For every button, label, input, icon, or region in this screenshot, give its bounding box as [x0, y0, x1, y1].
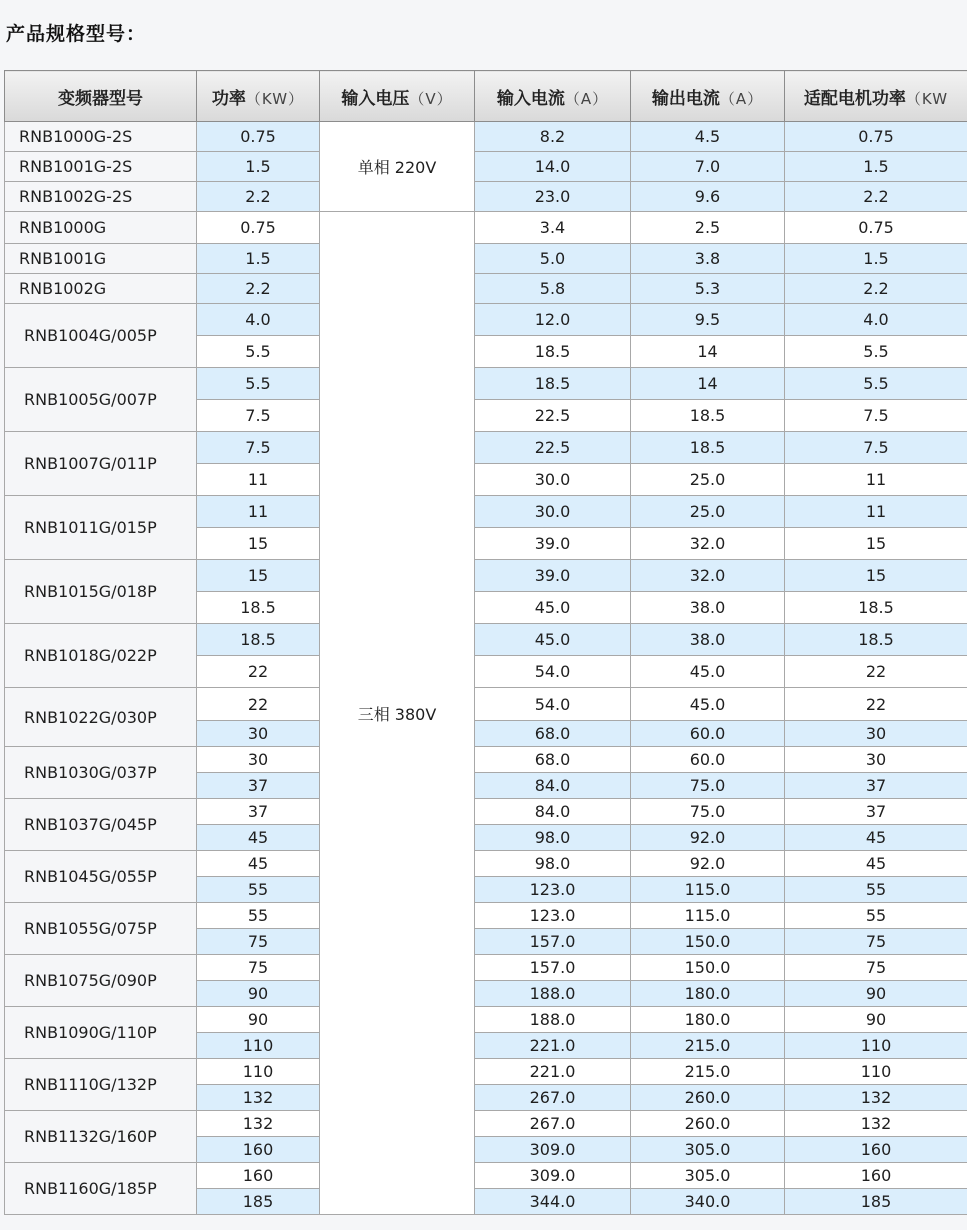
table-row	[5, 244, 967, 274]
cell-out-current: 180.0	[631, 1007, 785, 1033]
cell-motor: 18.5	[785, 592, 967, 624]
cell-out-current: 7.0	[631, 152, 785, 182]
cell-motor: 55	[785, 903, 967, 929]
cell-model: RNB1000G-2S	[5, 122, 197, 152]
cell-out-current: 92.0	[631, 825, 785, 851]
cell-in-current: 157.0	[475, 955, 631, 981]
cell-in-current: 267.0	[475, 1085, 631, 1111]
cell-out-current: 150.0	[631, 955, 785, 981]
table-row	[5, 212, 967, 244]
cell-out-current: 18.5	[631, 400, 785, 432]
cell-motor: 4.0	[785, 304, 967, 336]
cell-in-current: 23.0	[475, 182, 631, 212]
cell-motor: 7.5	[785, 400, 967, 432]
table-row	[5, 851, 967, 877]
cell-in-current: 157.0	[475, 929, 631, 955]
cell-power: 1.5	[197, 244, 320, 274]
cell-out-current: 305.0	[631, 1137, 785, 1163]
cell-out-current: 18.5	[631, 432, 785, 464]
cell-power: 22	[197, 656, 320, 688]
cell-motor: 11	[785, 496, 967, 528]
cell-out-current: 92.0	[631, 851, 785, 877]
cell-power: 160	[197, 1137, 320, 1163]
cell-motor: 110	[785, 1033, 967, 1059]
cell-out-current: 4.5	[631, 122, 785, 152]
table-row	[5, 624, 967, 656]
cell-out-current: 2.5	[631, 212, 785, 244]
table-row	[5, 432, 967, 464]
cell-model: RNB1005G/007P	[5, 368, 197, 432]
cell-motor: 22	[785, 656, 967, 688]
cell-out-current: 305.0	[631, 1163, 785, 1189]
cell-power: 2.2	[197, 274, 320, 304]
table-row	[5, 1059, 967, 1085]
cell-out-current: 32.0	[631, 560, 785, 592]
cell-in-current: 22.5	[475, 432, 631, 464]
cell-out-current: 14	[631, 368, 785, 400]
cell-power: 37	[197, 773, 320, 799]
cell-out-current: 215.0	[631, 1059, 785, 1085]
cell-motor: 37	[785, 799, 967, 825]
cell-out-current: 14	[631, 336, 785, 368]
table-row	[5, 304, 967, 336]
cell-in-current: 5.8	[475, 274, 631, 304]
cell-in-current: 8.2	[475, 122, 631, 152]
cell-in-current: 98.0	[475, 825, 631, 851]
cell-power: 90	[197, 1007, 320, 1033]
cell-out-current: 60.0	[631, 721, 785, 747]
cell-motor: 11	[785, 464, 967, 496]
cell-power: 0.75	[197, 212, 320, 244]
cell-power: 160	[197, 1163, 320, 1189]
cell-out-current: 215.0	[631, 1033, 785, 1059]
cell-out-current: 25.0	[631, 464, 785, 496]
table-row	[5, 274, 967, 304]
cell-in-current: 18.5	[475, 336, 631, 368]
cell-in-current: 54.0	[475, 656, 631, 688]
cell-out-current: 9.6	[631, 182, 785, 212]
cell-in-current: 221.0	[475, 1059, 631, 1085]
cell-in-current: 45.0	[475, 624, 631, 656]
spec-table-body	[5, 122, 967, 1215]
cell-out-current: 75.0	[631, 773, 785, 799]
cell-model: RNB1022G/030P	[5, 688, 197, 747]
cell-in-current: 68.0	[475, 747, 631, 773]
cell-power: 55	[197, 877, 320, 903]
cell-model: RNB1075G/090P	[5, 955, 197, 1007]
cell-model: RNB1002G-2S	[5, 182, 197, 212]
cell-in-current: 12.0	[475, 304, 631, 336]
cell-power: 37	[197, 799, 320, 825]
header-model: 变频器型号	[5, 71, 197, 122]
cell-motor: 5.5	[785, 368, 967, 400]
cell-out-current: 260.0	[631, 1085, 785, 1111]
cell-in-current: 45.0	[475, 592, 631, 624]
table-row	[5, 1007, 967, 1033]
cell-power: 110	[197, 1033, 320, 1059]
cell-out-current: 115.0	[631, 877, 785, 903]
header-input-current: 输入电流（A）	[475, 71, 631, 122]
cell-power: 185	[197, 1189, 320, 1215]
cell-in-current: 84.0	[475, 799, 631, 825]
table-row	[5, 122, 967, 152]
cell-out-current: 32.0	[631, 528, 785, 560]
cell-motor: 1.5	[785, 152, 967, 182]
header-motor-power: 适配电机功率（KW	[785, 71, 967, 122]
table-row	[5, 688, 967, 721]
cell-model: RNB1002G	[5, 274, 197, 304]
header-power: 功率（KW）	[197, 71, 320, 122]
cell-in-current: 14.0	[475, 152, 631, 182]
cell-in-current: 123.0	[475, 903, 631, 929]
cell-motor: 160	[785, 1163, 967, 1189]
cell-voltage-single-phase: 单相 220V	[320, 122, 475, 212]
cell-power: 55	[197, 903, 320, 929]
cell-out-current: 180.0	[631, 981, 785, 1007]
cell-model: RNB1004G/005P	[5, 304, 197, 368]
cell-model: RNB1011G/015P	[5, 496, 197, 560]
cell-motor: 160	[785, 1137, 967, 1163]
cell-model: RNB1000G	[5, 212, 197, 244]
cell-power: 75	[197, 955, 320, 981]
cell-power: 132	[197, 1111, 320, 1137]
cell-in-current: 309.0	[475, 1137, 631, 1163]
cell-motor: 18.5	[785, 624, 967, 656]
cell-model: RNB1001G-2S	[5, 152, 197, 182]
cell-power: 18.5	[197, 624, 320, 656]
cell-model: RNB1015G/018P	[5, 560, 197, 624]
cell-out-current: 5.3	[631, 274, 785, 304]
cell-in-current: 54.0	[475, 688, 631, 721]
cell-out-current: 150.0	[631, 929, 785, 955]
cell-model: RNB1001G	[5, 244, 197, 274]
cell-motor: 37	[785, 773, 967, 799]
cell-motor: 7.5	[785, 432, 967, 464]
cell-motor: 132	[785, 1085, 967, 1111]
cell-power: 7.5	[197, 400, 320, 432]
cell-power: 11	[197, 496, 320, 528]
cell-power: 5.5	[197, 368, 320, 400]
cell-power: 132	[197, 1085, 320, 1111]
cell-motor: 110	[785, 1059, 967, 1085]
cell-out-current: 3.8	[631, 244, 785, 274]
cell-out-current: 260.0	[631, 1111, 785, 1137]
table-row	[5, 496, 967, 528]
cell-motor: 45	[785, 851, 967, 877]
cell-motor: 75	[785, 955, 967, 981]
cell-motor: 30	[785, 721, 967, 747]
cell-model: RNB1007G/011P	[5, 432, 197, 496]
cell-power: 7.5	[197, 432, 320, 464]
cell-motor: 22	[785, 688, 967, 721]
cell-motor: 0.75	[785, 212, 967, 244]
cell-model: RNB1132G/160P	[5, 1111, 197, 1163]
cell-motor: 5.5	[785, 336, 967, 368]
table-row	[5, 955, 967, 981]
cell-motor: 90	[785, 981, 967, 1007]
table-row	[5, 1111, 967, 1137]
cell-model: RNB1018G/022P	[5, 624, 197, 688]
cell-power: 75	[197, 929, 320, 955]
cell-in-current: 39.0	[475, 528, 631, 560]
cell-model: RNB1045G/055P	[5, 851, 197, 903]
cell-motor: 90	[785, 1007, 967, 1033]
spec-table	[4, 70, 967, 1215]
cell-model: RNB1110G/132P	[5, 1059, 197, 1111]
cell-in-current: 39.0	[475, 560, 631, 592]
cell-motor: 1.5	[785, 244, 967, 274]
table-row	[5, 1163, 967, 1189]
cell-power: 15	[197, 560, 320, 592]
table-row	[5, 182, 967, 212]
cell-power: 30	[197, 747, 320, 773]
cell-in-current: 18.5	[475, 368, 631, 400]
page-title: 产品规格型号：	[6, 23, 147, 45]
cell-power: 1.5	[197, 152, 320, 182]
cell-out-current: 38.0	[631, 592, 785, 624]
cell-in-current: 3.4	[475, 212, 631, 244]
cell-power: 30	[197, 721, 320, 747]
cell-power: 45	[197, 825, 320, 851]
cell-model: RNB1160G/185P	[5, 1163, 197, 1215]
cell-in-current: 30.0	[475, 464, 631, 496]
table-row	[5, 747, 967, 773]
table-row	[5, 799, 967, 825]
table-row	[5, 903, 967, 929]
cell-out-current: 9.5	[631, 304, 785, 336]
cell-power: 4.0	[197, 304, 320, 336]
cell-in-current: 30.0	[475, 496, 631, 528]
cell-in-current: 68.0	[475, 721, 631, 747]
cell-power: 2.2	[197, 182, 320, 212]
cell-motor: 0.75	[785, 122, 967, 152]
cell-in-current: 344.0	[475, 1189, 631, 1215]
cell-in-current: 267.0	[475, 1111, 631, 1137]
cell-in-current: 98.0	[475, 851, 631, 877]
cell-model: RNB1037G/045P	[5, 799, 197, 851]
cell-in-current: 188.0	[475, 1007, 631, 1033]
cell-power: 15	[197, 528, 320, 560]
cell-model: RNB1090G/110P	[5, 1007, 197, 1059]
cell-in-current: 221.0	[475, 1033, 631, 1059]
cell-motor: 185	[785, 1189, 967, 1215]
cell-motor: 55	[785, 877, 967, 903]
cell-out-current: 60.0	[631, 747, 785, 773]
cell-power: 22	[197, 688, 320, 721]
table-row	[5, 368, 967, 400]
header-input-voltage: 输入电压（V）	[320, 71, 475, 122]
cell-power: 90	[197, 981, 320, 1007]
cell-out-current: 45.0	[631, 688, 785, 721]
cell-in-current: 188.0	[475, 981, 631, 1007]
cell-model: RNB1030G/037P	[5, 747, 197, 799]
cell-power: 0.75	[197, 122, 320, 152]
cell-out-current: 75.0	[631, 799, 785, 825]
cell-out-current: 25.0	[631, 496, 785, 528]
cell-motor: 15	[785, 560, 967, 592]
cell-in-current: 309.0	[475, 1163, 631, 1189]
cell-motor: 132	[785, 1111, 967, 1137]
cell-power: 18.5	[197, 592, 320, 624]
cell-in-current: 84.0	[475, 773, 631, 799]
cell-in-current: 123.0	[475, 877, 631, 903]
cell-motor: 2.2	[785, 182, 967, 212]
cell-motor: 15	[785, 528, 967, 560]
cell-in-current: 22.5	[475, 400, 631, 432]
cell-voltage-three-phase: 三相 380V	[320, 212, 475, 1215]
cell-power: 45	[197, 851, 320, 877]
table-row	[5, 152, 967, 182]
cell-out-current: 45.0	[631, 656, 785, 688]
table-row	[5, 560, 967, 592]
cell-out-current: 38.0	[631, 624, 785, 656]
cell-in-current: 5.0	[475, 244, 631, 274]
cell-motor: 75	[785, 929, 967, 955]
cell-out-current: 340.0	[631, 1189, 785, 1215]
cell-power: 110	[197, 1059, 320, 1085]
cell-power: 11	[197, 464, 320, 496]
cell-motor: 2.2	[785, 274, 967, 304]
cell-power: 5.5	[197, 336, 320, 368]
cell-out-current: 115.0	[631, 903, 785, 929]
table-header-row	[5, 71, 967, 122]
header-output-current: 输出电流（A）	[631, 71, 785, 122]
cell-model: RNB1055G/075P	[5, 903, 197, 955]
cell-motor: 30	[785, 747, 967, 773]
cell-motor: 45	[785, 825, 967, 851]
